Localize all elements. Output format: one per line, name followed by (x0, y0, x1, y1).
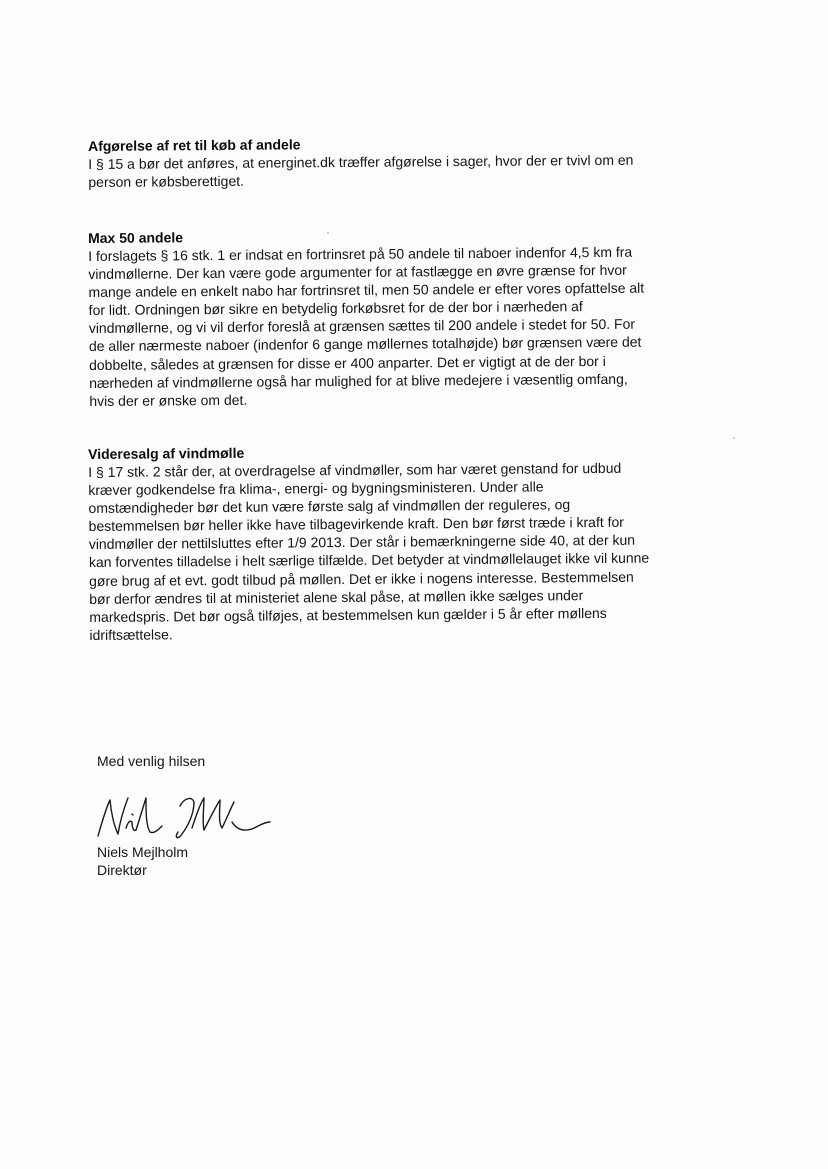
body-line: mange andele en enkelt nabo har fortrinsret til, men 50 andele er efter vores opfattelse alt (88, 279, 645, 301)
section-max-shares (88, 224, 721, 410)
body-line: markedspris. Det bør også tilføjes, at bestemmelsen kun gælder i 5 år efter møllens (89, 604, 607, 625)
body-line: for lidt. Ordningen bør sikre en betydelig forkøbsret for de der bor i nærheden af (88, 298, 583, 319)
body-line: dobbelte, således at grænsen for disse er 400 anparter. Det er vigtigt at de der bor i (89, 352, 606, 373)
section-heading: Videresalg af vindmølle (88, 444, 245, 462)
body-line: vindmøllerne, og vi vil derfor foreslå at grænsen sættes til 200 andele i stedet for 50. For (88, 316, 636, 337)
body-line: bør derfor ændres til at ministeriet alene skal påse, at møllen ikke sælges under (89, 586, 584, 607)
scan-speck (733, 437, 735, 439)
body-line: kræver godkendelse fra klima-, energi- og bygningsministeren. Under alle (88, 478, 544, 499)
signer-block (97, 843, 188, 879)
section-purchase-right-decision (88, 132, 720, 191)
signer-name: Niels Mejlholm (97, 844, 189, 860)
body-line: I § 15 a bør det anføres, at energinet.dk træffer afgørelse i sager, hvor der er tvivl om en (88, 151, 634, 172)
section-resale-of-turbine (88, 440, 722, 644)
scan-speck (327, 232, 329, 234)
closing-salutation: Med venlig hilsen (97, 753, 206, 769)
body-line: hvis der er ønske om det. (89, 391, 248, 409)
body-line: I forslagets § 16 stk. 1 er indsat en fortrinsret på 50 andele til naboer indenfor 4,5 km fra (88, 243, 633, 264)
signer-title: Direktør (97, 862, 147, 878)
body-line: de aller nærmeste naboer (indenfor 6 gange møllernes totalhøjde) bør grænsen være det (88, 334, 642, 355)
section-body (88, 242, 721, 410)
body-line: kan forventes tilladelse i helt særlige tilfælde. Det betyder at vindmøllelauget ikke vil kunne (88, 550, 650, 571)
section-body (88, 458, 721, 644)
section-heading: Afgørelse af ret til køb af andele (88, 136, 301, 154)
handwritten-signature (92, 792, 272, 844)
body-line: idriftsættelse. (89, 626, 173, 643)
section-heading: Max 50 andele (88, 229, 184, 246)
body-line: gøre brug af et evt. godt tilbud på møllen. Det er ikke i nogens interesse. Bestemmelsen (89, 568, 634, 589)
body-line: omstændigheder bør det kun være første salg af vindmøllen der reguleres, og (88, 496, 571, 517)
section-body (88, 150, 720, 191)
body-line: bestemmelsen bør heller ikke have tilbagevirkende kraft. Den bør først træde i kraft for (88, 514, 625, 535)
body-line: person er købsberettiget. (88, 172, 245, 191)
body-line: I § 17 stk. 2 står der, at overdragelse af vindmøller, som har været genstand for udbud (88, 459, 622, 480)
body-line: nærheden af vindmøllerne også har mulighed for at blive medejere i væsentlig omfang, (89, 370, 628, 391)
body-line: vindmøller der nettilsluttes efter 1/9 2013. Der står i bemærkningerne side 40, at der kun (88, 532, 636, 553)
body-line: vindmøllerne. Der kan være gode argumenter for at fastlægge en øvre grænse for hvor (88, 261, 627, 283)
